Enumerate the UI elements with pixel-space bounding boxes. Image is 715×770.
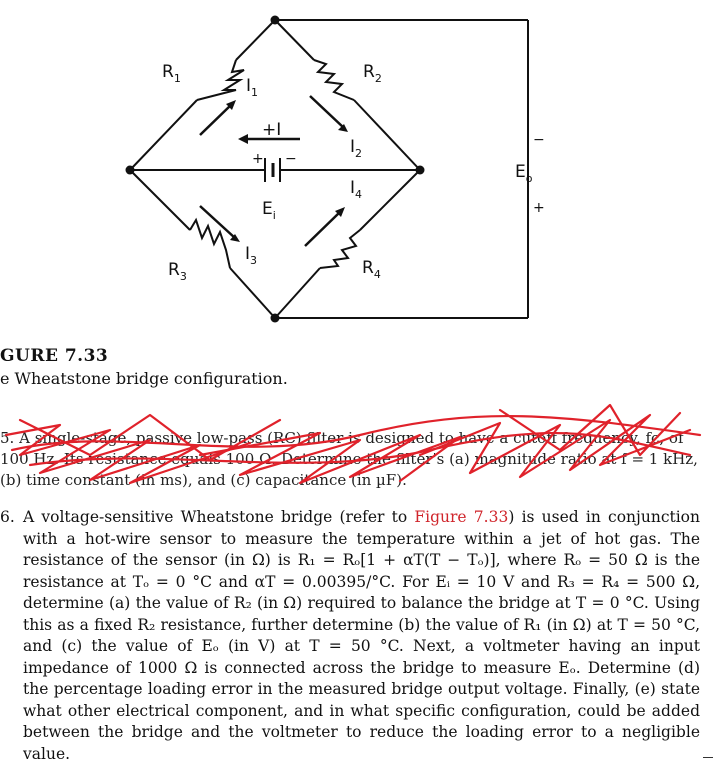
label-i1: $I_1$ (246, 76, 259, 99)
figure-caption-text: e Wheatstone bridge configuration. (0, 369, 288, 388)
problem-6-text: A voltage-sensitive Wheatstone bridge (refer to Figure 7.33) is used in conjunction with a hot-wire sensor to measure the temperature within a jet of hot gas. The resistance of the sensor (in Ω) is R₁ = Rₒ[1 + αT(T − Tₒ)], where Rₒ = 50 Ω is the resistance at Tₒ = 0 °C and αT = 0.00395/°C. For Eᵢ = 10 V and R₃ = R₄ = 500 Ω, determine (a) the value of R₂ (in Ω) required to balance the bridge at T = 0 °C. Using this as a fixed R₂ resistance, further determine (b) the value of R₁ (in Ω) at T = 50 °C, and (c) the value of Eₒ (in V) at T = 50 °C. Next, a voltmeter having an input impedance of 1000 Ω is connected across the bridge to measure Eₒ. Determine (d) the percentage loading error in the measured bridge output voltage. Finally, (e) state what other electrical component, and in what specific configuration, could be added between the bridge and the voltmeter to reduce the loading error to a negligible value. (23, 508, 700, 763)
label-i3: $I_3$ (245, 244, 258, 267)
resistor-r4 (320, 230, 360, 268)
wheatstone-bridge-diagram (0, 0, 715, 340)
resistor-r2 (314, 60, 354, 100)
label-r2: $R_2$ (363, 62, 382, 85)
battery-plus-sign: + (252, 151, 264, 167)
problem-5-number: 5. (0, 429, 15, 447)
problem-5 (0, 428, 700, 491)
label-ei: $E_i$ (262, 199, 276, 222)
figure-caption-title: GURE 7.33 (0, 346, 109, 366)
label-r1: $R_1$ (162, 62, 181, 85)
problem-6 (0, 507, 700, 765)
label-i2: $I_2$ (350, 137, 363, 160)
label-i4: $I_4$ (350, 178, 363, 201)
label-r3: $R_3$ (168, 260, 187, 283)
eo-plus-sign: + (533, 200, 545, 216)
eo-minus-sign: − (533, 132, 545, 148)
node-top (271, 16, 280, 25)
resistor-r1 (197, 60, 244, 100)
node-bottom (271, 314, 280, 323)
page-edge-mark (703, 757, 713, 758)
problem-6-number: 6. (0, 508, 15, 526)
problem-5-text: A single-stage, passive low-pass (RC) filter is designed to have a cutoff frequency, fc, of 100 Hz. Its resistance equals 100 Ω. Determine the filter's (a) magnitude ratio at f = 1 kHz, (b) time constant (in ms), and (c) capacitance (in µF). (0, 429, 698, 489)
figure-reference-link[interactable]: Figure 7.33 (414, 508, 509, 526)
node-right (416, 166, 425, 175)
label-r4: $R_4$ (362, 258, 381, 281)
node-left (126, 166, 135, 175)
battery-minus-sign: − (285, 151, 297, 167)
label-eo: $E_o$ (515, 162, 533, 185)
label-plus-i: +I (262, 120, 282, 140)
